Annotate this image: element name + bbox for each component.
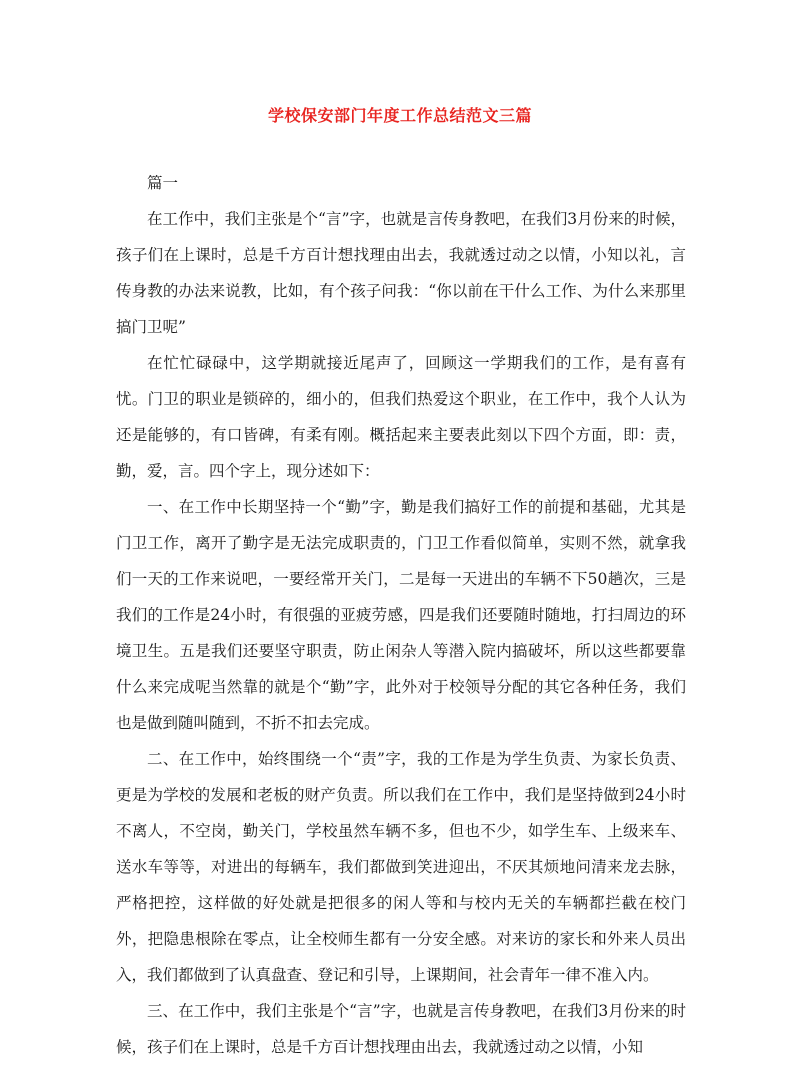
document-title: 学校保安部门年度工作总结范文三篇 [267, 106, 532, 125]
paragraph: 在忙忙碌碌中，这学期就接近尾声了，回顾这一学期我们的工作，是有喜有忧。门卫的职业是锁碎的，细小的，但我们热爱这个职业，在工作中，我个人认为还是能够的，有口皆碑，有柔有刚。概括起来主要表此刻以下四个方面，即：责，勤，爱，言。四个字上，现分述如下： [116, 354, 686, 480]
paragraph: 一、在工作中长期坚持一个“勤”字，勤是我们搞好工作的前提和基础，尤其是门卫工作，离开了勤字是无法完成职责的，门卫工作看似简单，实则不然，就拿我们一天的工作来说吧，一要经常开关门，二是每一天进出的车辆不下50趟次，三是我们的工作是24小时，有很强的亚疲劳感，四是我们还要随时随地，打扫周边的环境卫生。五是我们还要坚守职责，防止闲杂人等潜入院内搞破坏，所以这些都要靠什么来完成呢当然靠的就是个“勤”字，此外对于校领导分配的其它各种任务，我们也是做到随叫随到，不折不扣去完成。 [116, 498, 686, 732]
paragraph: 在工作中，我们主张是个“言”字，也就是言传身教吧，在我们3月份来的时候，孩子们在上课时，总是千方百计想找理由出去，我就透过动之以情，小知以礼，言传身教的办法来说教，比如，有个孩子问我：“你以前在干什么工作、为什么来那里搞门卫呢” [116, 210, 686, 336]
section-heading: 篇一 [147, 174, 179, 192]
paragraph: 三、在工作中，我们主张是个“言”字，也就是言传身教吧，在我们3月份来的时候，孩子们在上课时，总是千方百计想找理由出去，我就透过动之以情，小知 [116, 1002, 686, 1056]
paragraph: 二、在工作中，始终围绕一个“责”字，我的工作是为学生负责、为家长负责、更是为学校的发展和老板的财产负责。所以我们在工作中，我们是坚持做到24小时不离人，不空岗，勤关门，学校虽然车辆不多，但也不少，如学生车、上级来车、送水车等等，对进出的每辆车，我们都做到笑进迎出，不厌其烦地问清来龙去脉，严格把控，这样做的好处就是把很多的闲人等和与校内无关的车辆都拦截在校门外，把隐患根除在零点，让全校师生都有一分安全感。对来访的家长和外来人员出入，我们都做到了认真盘查、登记和引导，上课期间，社会青年一律不准入内。 [116, 750, 686, 984]
document-body [116, 165, 686, 1065]
